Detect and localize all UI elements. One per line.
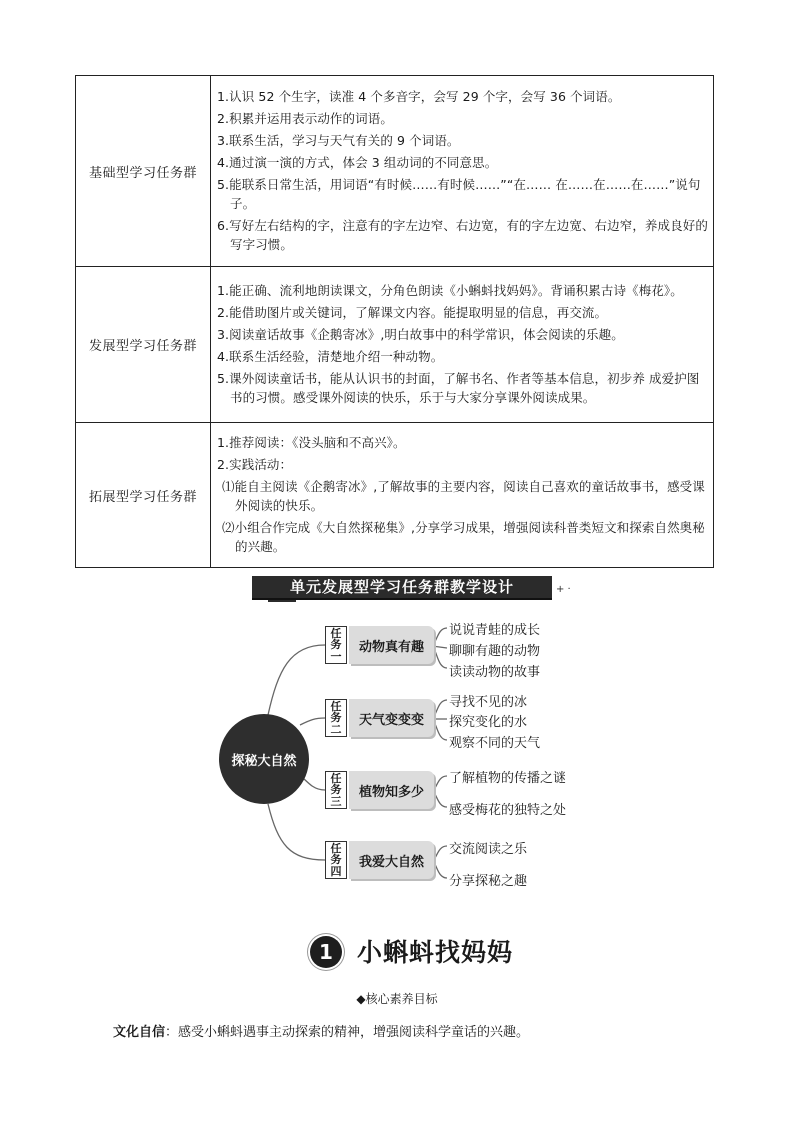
lesson-title: 小蝌蚪找妈妈 xyxy=(357,938,514,967)
task-number-label: 任 务 四 xyxy=(325,841,347,879)
list-item: 5.课外阅读童话书，能从认识书的封面，了解书名、作者等基本信息，初步养 成爱护图书的习惯。感受课外阅读的快乐，乐于与大家分享课外阅读成果。 xyxy=(217,370,700,405)
task-leaf: 探究变化的水 xyxy=(449,715,528,730)
task-leaf: 寻找不见的冰 xyxy=(449,695,528,710)
row-category: 发展型学习任务群 xyxy=(76,267,211,423)
list-item: 3.联系生活，学习与天气有关的 9 个词语。 xyxy=(217,132,460,148)
task-number-label: 任 务 二 xyxy=(325,699,347,737)
task-leaf: 了解植物的传播之谜 xyxy=(449,771,567,786)
task-leaf: 交流阅读之乐 xyxy=(449,842,528,857)
list-item: ⑴能自主阅读《企鹅寄冰》,了解故事的主要内容，阅读自己喜欢的童话故事书，感受课外阅读的快乐。 xyxy=(222,478,705,513)
task-leaf: 分享探秘之趣 xyxy=(449,874,528,889)
lesson-number-badge: 1 xyxy=(310,936,342,968)
goal-separator: ： xyxy=(165,1025,179,1040)
row-category: 基础型学习任务群 xyxy=(76,76,211,267)
list-item: 4.联系生活经验，清楚地介绍一种动物。 xyxy=(217,348,444,364)
mindmap-hub: 探秘大自然 xyxy=(219,714,309,804)
table-row xyxy=(76,76,714,267)
task-name: 动物真有趣 xyxy=(349,626,434,664)
list-item: 3.阅读童话故事《企鹅寄冰》,明白故事中的科学常识，体会阅读的乐趣。 xyxy=(217,326,624,342)
table-row xyxy=(76,423,714,568)
list-item: ⑵小组合作完成《大自然探秘集》,分享学习成果，增强阅读科普类短文和探索自然奥秘的兴趣。 xyxy=(222,519,705,554)
culture-goal xyxy=(113,1021,529,1040)
task-leaf: 观察不同的天气 xyxy=(449,736,541,751)
task-number-label: 任 务 三 xyxy=(325,771,347,809)
list-item: 2.实践活动： xyxy=(217,456,293,472)
task-node xyxy=(325,626,434,664)
task-name: 天气变变变 xyxy=(349,699,434,737)
row-items xyxy=(211,267,714,423)
table-row xyxy=(76,267,714,423)
task-name: 植物知多少 xyxy=(349,771,434,809)
list-item: 6.写好左右结构的字，注意有的字左边窄、右边宽，有的字左边宽、右边窄，养成良好的写字习惯。 xyxy=(217,217,708,252)
list-item: 2.积累并运用表示动作的词语。 xyxy=(217,110,393,126)
row-category: 拓展型学习任务群 xyxy=(76,423,211,568)
list-item: 1.认识 52 个生字，读准 4 个多音字，会写 29 个字，会写 36 个词语。 xyxy=(217,88,621,104)
learning-task-table xyxy=(75,75,714,568)
goal-label: 文化自信 xyxy=(113,1025,166,1040)
task-name: 我爱大自然 xyxy=(349,841,434,879)
list-item: 1.推荐阅读：《没头脑和不高兴》。 xyxy=(217,434,406,450)
row-items xyxy=(211,76,714,267)
task-node xyxy=(325,841,434,879)
task-leaf: 读读动物的故事 xyxy=(449,665,541,680)
core-literacy-subheading: ◆核心素养目标 xyxy=(356,992,438,1006)
list-item: 4.通过演一演的方式，体会 3 组动词的不同意思。 xyxy=(217,154,498,170)
task-leaf: 说说青蛙的成长 xyxy=(449,623,541,638)
list-item: 1.能正确、流利地朗读课文，分角色朗读《小蝌蚪找妈妈》。背诵积累古诗《梅花》。 xyxy=(217,282,683,298)
row-items xyxy=(211,423,714,568)
task-leaf: 感受梅花的独特之处 xyxy=(449,803,567,818)
list-item: 2.能借助图片或关键词，了解课文内容。能提取明显的信息，再交流。 xyxy=(217,304,608,320)
list-item: 5.能联系日常生活，用词语“有时候……有时候……”“在…… 在……在……在……”说句子。 xyxy=(217,176,701,211)
task-node xyxy=(325,699,434,737)
task-number-label: 任 务 一 xyxy=(325,626,347,664)
task-leaf: 聊聊有趣的动物 xyxy=(449,644,541,659)
task-node xyxy=(325,771,434,809)
sparkle-icon: + · xyxy=(556,584,571,595)
section-banner: 单元发展型学习任务群教学设计 xyxy=(252,576,552,600)
goal-text: 感受小蝌蚪遇事主动探索的精神，增强阅读科学童话的兴趣。 xyxy=(178,1025,530,1040)
